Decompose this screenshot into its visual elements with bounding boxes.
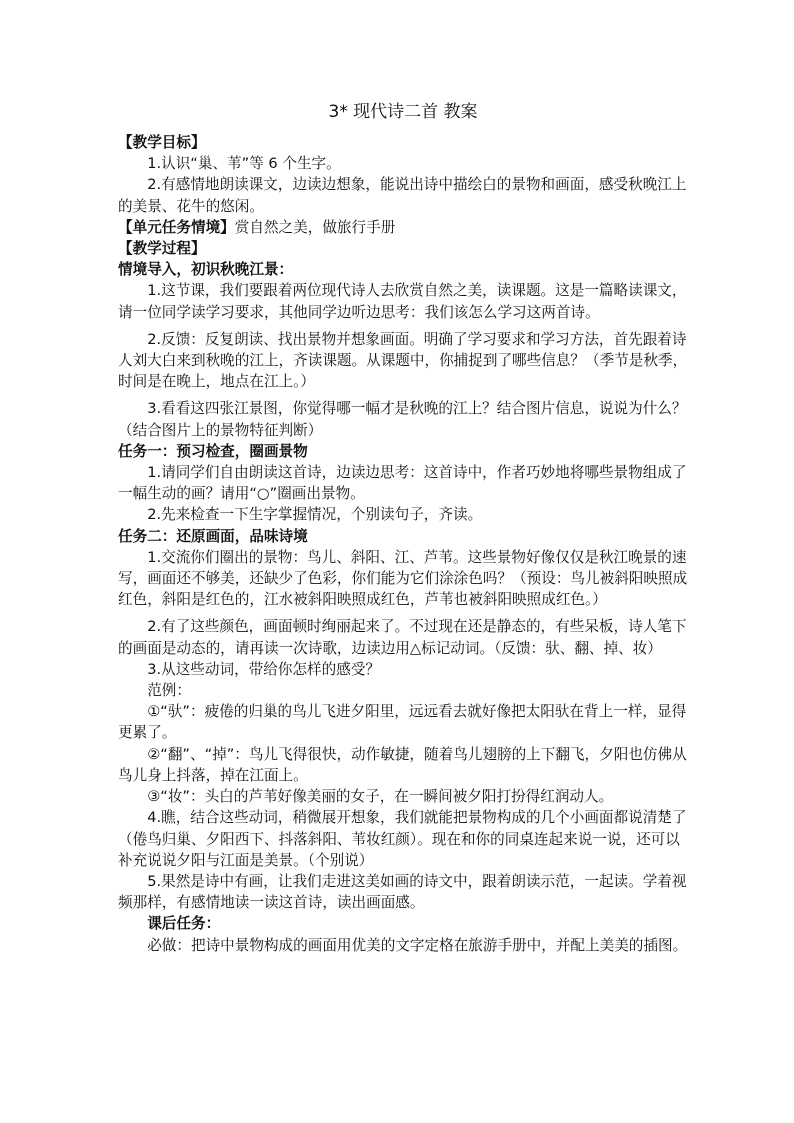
intro-paragraph-1: 1.这节课，我们要跟着两位现代诗人去欣赏自然之美，读课题。这是一篇略读课文，请一位同学读学习要求，其他同学边听边思考：我们该怎么学习这两首诗。 (118, 282, 687, 321)
unit-task-label: 【单元任务情境】 (118, 218, 235, 236)
task2-header: 任务二：还原画面，品味诗境 (118, 527, 308, 545)
homework-header: 课后任务： (147, 915, 221, 933)
example-item-2: ②“翻”、“掉”：鸟儿飞得很快，动作敏捷，随着鸟儿翅膀的上下翻飞，夕阳也仿佛从鸟儿身上抖落，掉在江面上。 (118, 745, 687, 784)
example-item-3: ③“妆”：头白的芦苇好像美丽的女子，在一瞬间被夕阳打扮得红润动人。 (147, 788, 614, 806)
task2-paragraph-4: 4.瞧，结合这些动词，稍微展开想象，我们就能把景物构成的几个小画面都说清楚了（倦鸟归巢、夕阳西下、抖落斜阳、苇妆红颜）。现在和你的同桌连起来说一说，还可以补充说说夕阳与江面是美景。（个别说） (118, 809, 687, 869)
task2-paragraph-1: 1.交流你们圈出的景物：鸟儿、斜阳、江、芦苇。这些景物好像仅仅是秋江晚景的速写，画面还不够美，还缺少了色彩，你们能为它们涂涂色吗？（预设：鸟儿被斜阳映照成红色，斜阳是红色的，江水被斜阳映照成红色，芦苇也被斜阳映照成红色。） (118, 548, 688, 609)
lesson-plan-page (118, 100, 688, 956)
unit-task-line (118, 217, 688, 238)
intro-paragraph-3: 3.看看这四张江景图，你觉得哪一幅才是秋晚的江上？结合图片信息，说说为什么？（结合图片上的景物特征判断） (118, 400, 687, 439)
task2-paragraph-2: 2.有了这些颜色，画面顿时绚丽起来了。不过现在还是静态的，有些呆板，诗人笔下的画面是动态的，请再读一次诗歌，边读边用△标记动词。（反馈：驮、翻、掉、妆） (118, 618, 687, 657)
goal-item-2: 2.有感情地朗读课文，边读边想象，能说出诗中描绘白的景物和画面，感受秋晚江上的美景、花牛的悠闲。 (118, 176, 687, 215)
example-label: 范例： (147, 682, 191, 700)
intro-header: 情境导入，初识秋晚江景： (118, 261, 294, 279)
page-title: 3* 现代诗二首 教案 (328, 102, 478, 122)
example-item-1: ①“驮”：疲倦的归巢的鸟儿飞进夕阳里，远远看去就好像把太阳驮在背上一样，显得更累了。 (118, 703, 687, 742)
unit-task-text: 赏自然之美，做旅行手册 (234, 218, 396, 236)
goal-header: 【教学目标】 (118, 134, 206, 151)
intro-paragraph-2: 2.反馈：反复朗读、找出景物并想象画面。明确了学习要求和学习方法，首先跟着诗人刘大白来到秋晚的江上，齐读课题。从课题中，你捕捉到了哪些信息？（季节是秋季，时间是在晚上，地点在江上。） (118, 330, 688, 391)
homework-text: 必做：把诗中景物构成的画面用优美的文字定格在旅游手册中，并配上美美的插图。 (147, 936, 688, 954)
task2-paragraph-3: 3.从这些动词，带给你怎样的感受？ (147, 660, 381, 678)
task1-paragraph-2: 2.先来检查一下生字掌握情况，个别读句子，齐读。 (147, 506, 483, 524)
goal-item-1: 1.认识“巢、苇”等 6 个生字。 (147, 155, 341, 173)
task1-paragraph-1: 1.请同学们自由朗读这首诗，边读边思考：这首诗中，作者巧妙地将哪些景物组成了一幅生动的画？请用“○”圈画出景物。 (118, 464, 687, 503)
task1-header: 任务一：预习检查，圈画景物 (118, 442, 308, 460)
task2-paragraph-5: 5.果然是诗中有画，让我们走进这美如画的诗文中，跟着朗读示范，一起读。学着视频那样，有感情地读一读这首诗，读出画面感。 (118, 872, 687, 912)
process-header: 【教学过程】 (118, 240, 206, 258)
